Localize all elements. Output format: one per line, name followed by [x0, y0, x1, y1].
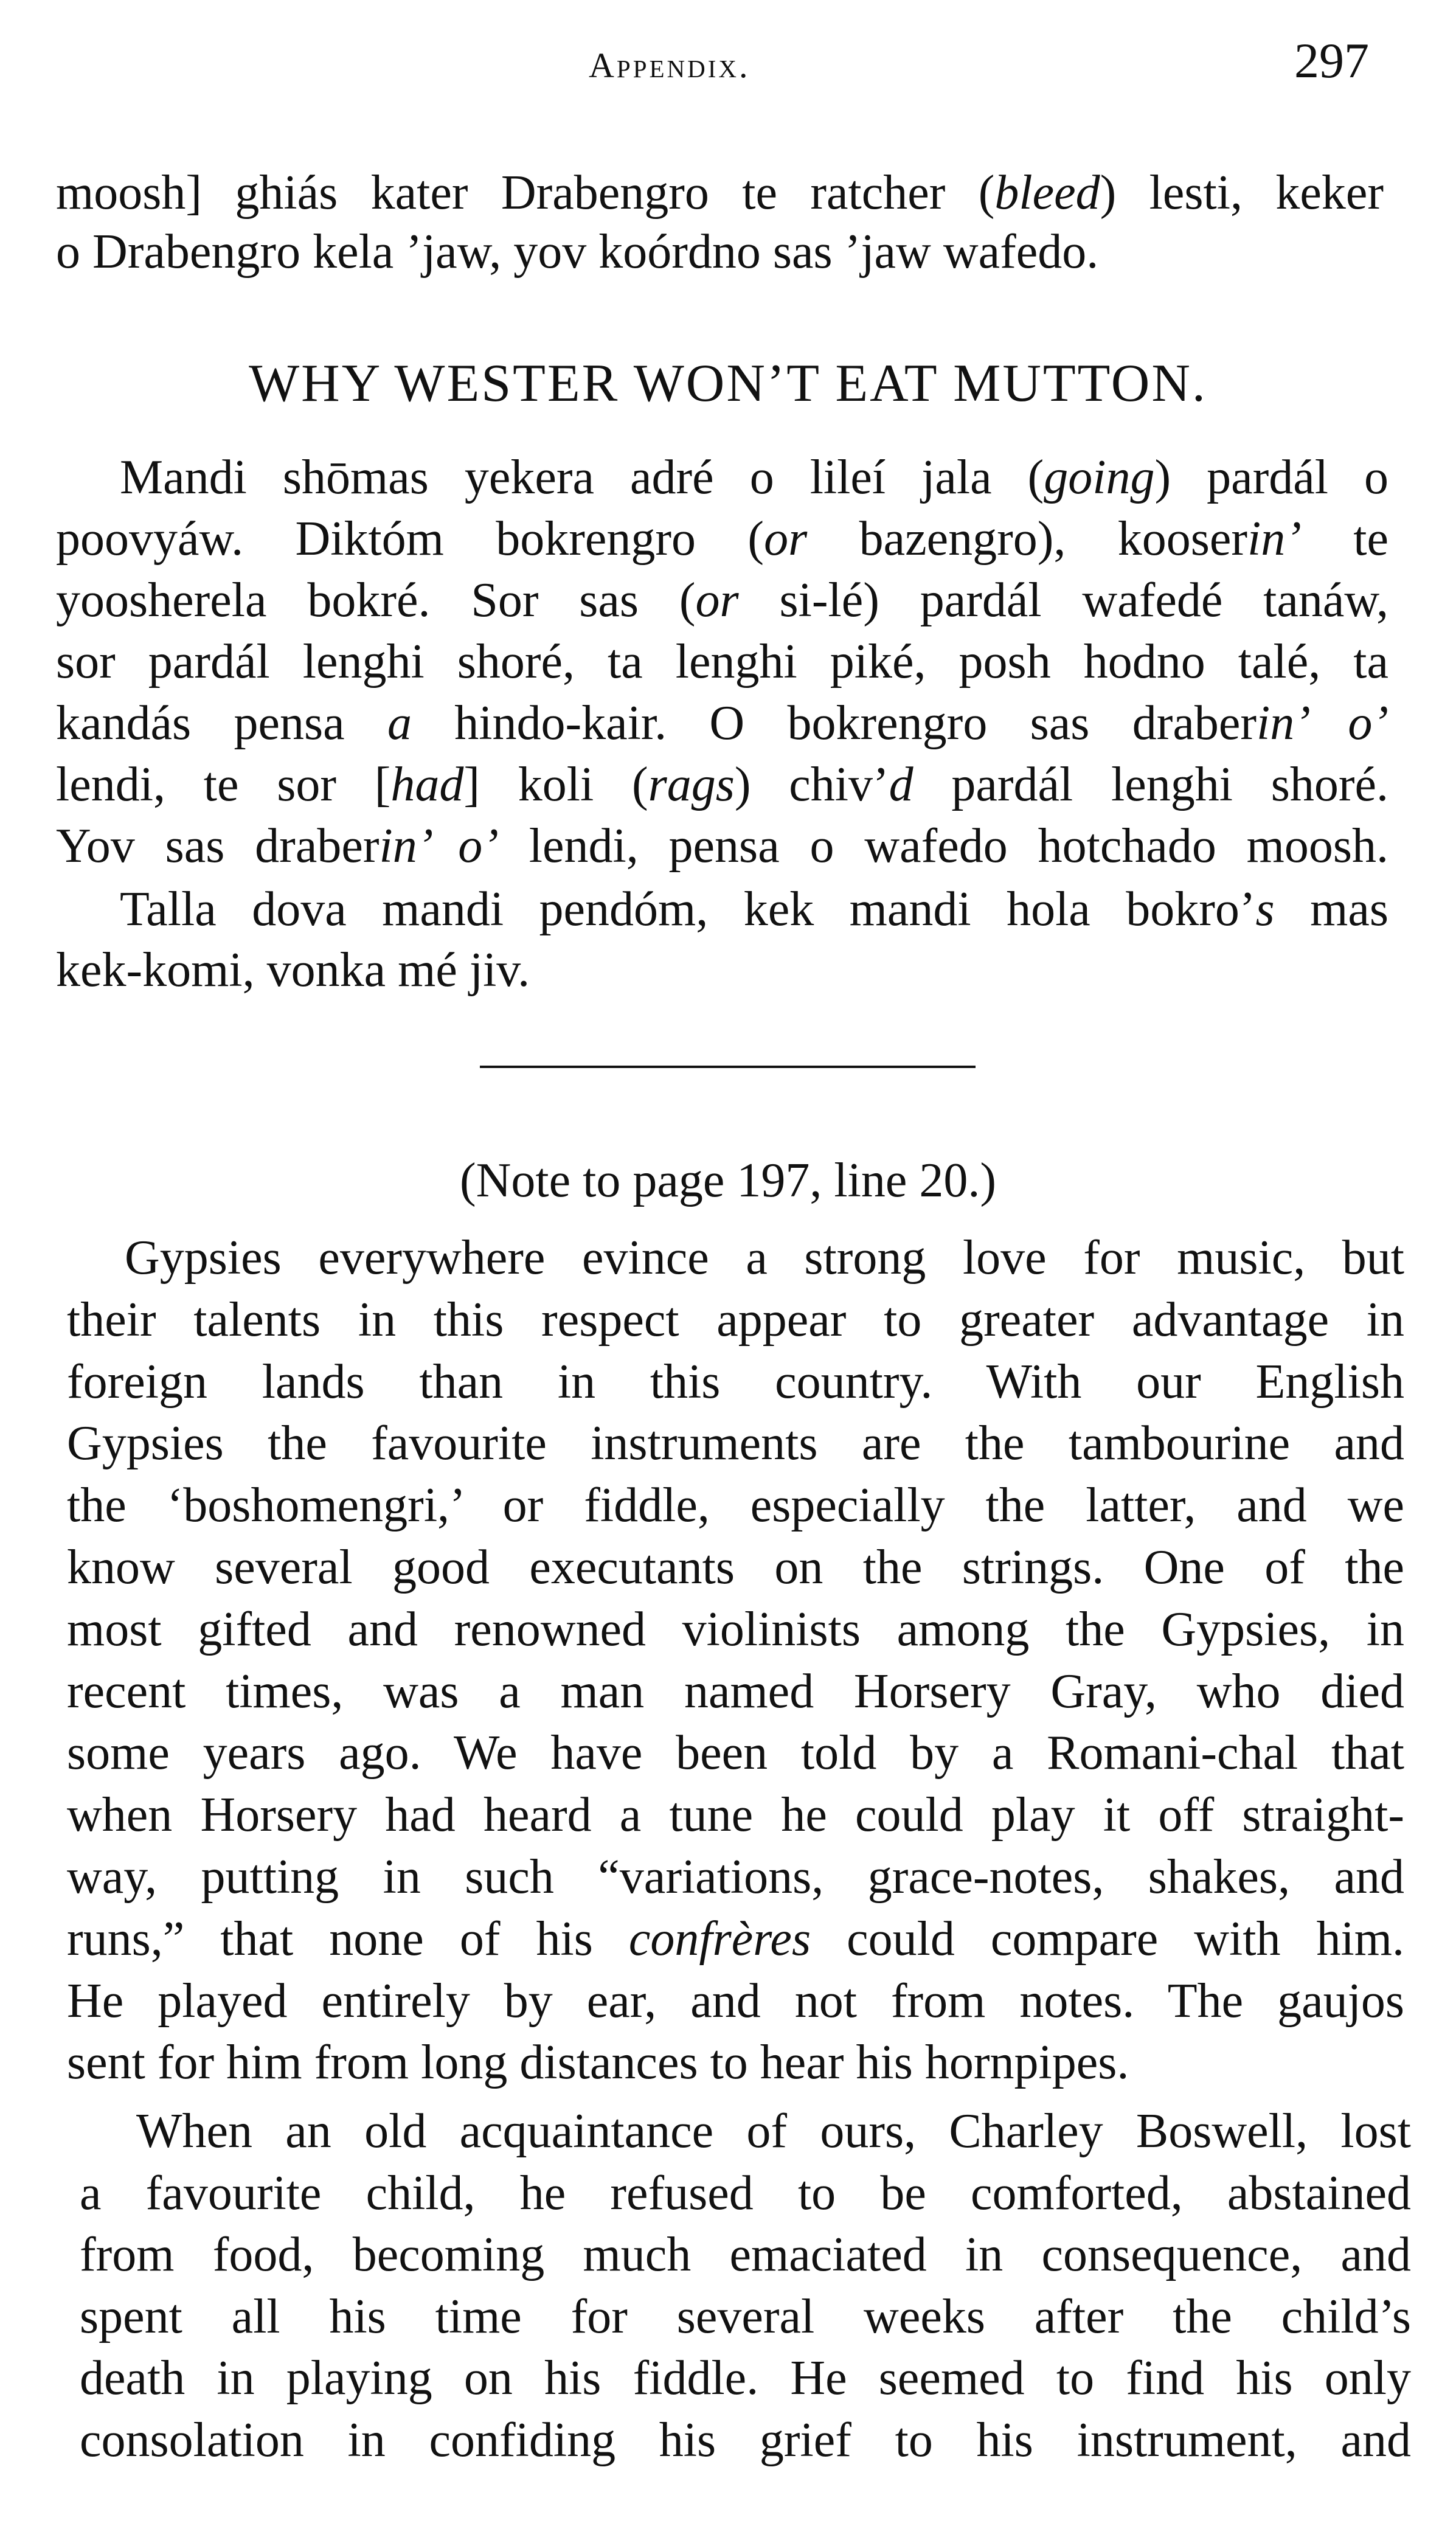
text-line: [67, 1412, 1404, 1474]
text-line: [80, 2347, 1411, 2409]
text-segment: when Horsery had heard a tune he could play it off straight-: [67, 1788, 1404, 1842]
text-line: [56, 508, 1388, 570]
text-line: [67, 1289, 1404, 1351]
text-segment: ] koli (: [463, 758, 648, 811]
text-segment: a favourite child, he refused to be comforted, abstained: [80, 2166, 1411, 2220]
text-segment: could compare with him.: [811, 1912, 1404, 1966]
text-segment: lendi, te sor [: [56, 758, 391, 811]
text-line: [67, 1722, 1404, 1784]
text-segment: si-lé) pardál wafedé tanáw,: [738, 574, 1388, 627]
text-line: [80, 2162, 1411, 2224]
text-line: [67, 1908, 1404, 1970]
text-segment: lendi, pensa o wafedo hotchado moosh.: [498, 819, 1389, 873]
text-segment: from food, becoming much emaciated in consequence, and: [80, 2228, 1411, 2282]
text-line: [67, 1536, 1404, 1598]
text-segment: hindo-kair. O bokrengro sas draber: [411, 696, 1257, 750]
text-line: [56, 815, 1388, 877]
text-segment: poovyáw. Diktóm bokrengro (: [56, 512, 764, 566]
text-segment: some years ago. We have been told by a Romani-chal that: [67, 1726, 1404, 1780]
note-heading: (Note to page 197, line 20.): [460, 1154, 996, 1207]
text-line: [56, 631, 1388, 693]
text-segment: way, putting in such “variations, grace-notes, shakes, and: [67, 1850, 1404, 1904]
text-line: [80, 2224, 1411, 2286]
text-line: [136, 2100, 1411, 2162]
text-segment: sent for him from long distances to hear his hornpipes.: [67, 2036, 1129, 2090]
text-segment: know several good executants on the strings. One of the: [67, 1541, 1404, 1594]
italic-segment: in’ o’: [379, 819, 499, 873]
text-segment: moosh] ghiás kater Drabengro te ratcher (: [56, 166, 995, 220]
text-segment: ) pardál o: [1154, 451, 1388, 504]
text-segment: te: [1301, 512, 1389, 566]
text-segment: recent times, was a man named Horsery Gray, who died: [67, 1664, 1404, 1718]
text-line: [56, 221, 1384, 283]
italic-segment: confrères: [628, 1912, 811, 1966]
text-segment: ) chiv’: [734, 758, 889, 811]
text-line: [67, 1474, 1404, 1536]
italic-segment: or: [695, 574, 739, 627]
text-segment: bazengro), kooser: [807, 512, 1248, 566]
text-segment: Mandi shōmas yekera adré o lileí jala (: [120, 451, 1044, 504]
text-line: [67, 2031, 1404, 2094]
text-segment: sor pardál lenghi shoré, ta lenghi piké, posh hodno talé, ta: [56, 635, 1388, 689]
italic-segment: a: [387, 696, 412, 750]
italic-segment: s: [1255, 883, 1275, 936]
italic-segment: bleed: [994, 166, 1100, 220]
text-line: [56, 569, 1388, 631]
text-segment: the ‘boshomengri,’ or fiddle, especially the latter, and we: [67, 1479, 1404, 1533]
italic-segment: going: [1044, 451, 1155, 504]
text-line: [120, 878, 1388, 940]
text-line: [125, 1227, 1404, 1289]
italic-segment: or: [764, 512, 808, 566]
text-segment: yoosherela bokré. Sor sas (: [56, 574, 696, 627]
text-line: [67, 1351, 1404, 1413]
text-segment: kek-komi, vonka mé jiv.: [56, 943, 530, 997]
section-title: WHY WESTER WON’T EAT MUTTON.: [249, 354, 1207, 413]
text-segment: death in playing on his fiddle. He seemed to find his only: [80, 2351, 1411, 2406]
text-segment: mas: [1274, 883, 1388, 936]
text-line: [56, 692, 1388, 754]
text-segment: He played entirely by ear, and not from notes. The gaujos: [67, 1974, 1404, 2028]
text-segment: spent all his time for several weeks after the child’s: [80, 2289, 1411, 2343]
text-segment: Gypsies everywhere evince a strong love for music, but: [125, 1231, 1404, 1285]
text-segment: kandás pensa: [56, 696, 387, 750]
text-line: [67, 1970, 1404, 2032]
text-segment: consolation in confiding his grief to his instrument, and: [80, 2413, 1411, 2467]
text-segment: runs,” that none of his: [67, 1912, 629, 1966]
text-line: [67, 1846, 1404, 1908]
section-divider: [480, 1066, 976, 1068]
text-segment: their talents in this respect appear to greater advantage in: [67, 1292, 1404, 1347]
italic-segment: in’: [1247, 512, 1302, 566]
italic-segment: d: [889, 758, 913, 811]
text-line: [56, 754, 1388, 816]
text-line: [67, 1598, 1404, 1660]
italic-segment: rags: [648, 758, 735, 811]
text-segment: most gifted and renowned violinists among the Gypsies, in: [67, 1602, 1404, 1656]
text-line: [67, 1784, 1404, 1846]
text-segment: When an old acquaintance of ours, Charley Boswell, lost: [136, 2104, 1411, 2158]
text-line: [56, 162, 1384, 224]
text-segment: Gypsies the favourite instruments are the tambourine and: [67, 1417, 1404, 1471]
text-segment: Yov sas draber: [56, 819, 380, 873]
text-line: [80, 2286, 1411, 2348]
text-segment: o Drabengro kela ’jaw, yov koórdno sas ’jaw wafedo.: [56, 225, 1099, 279]
italic-segment: in’ o’: [1257, 696, 1389, 750]
text-line: [80, 2409, 1411, 2471]
text-segment: pardál lenghi shoré.: [913, 758, 1388, 811]
text-line: [56, 939, 1388, 1001]
text-line: [67, 1660, 1404, 1722]
italic-segment: had: [390, 758, 464, 811]
page-number: 297: [1294, 33, 1369, 88]
running-head: Appendix.: [589, 46, 751, 85]
text-line: [120, 446, 1388, 508]
text-segment: foreign lands than in this country. With our English: [67, 1355, 1404, 1409]
text-segment: ) lesti, keker: [1100, 166, 1384, 220]
text-segment: Talla dova mandi pendóm, kek mandi hola bokro’: [120, 883, 1256, 936]
